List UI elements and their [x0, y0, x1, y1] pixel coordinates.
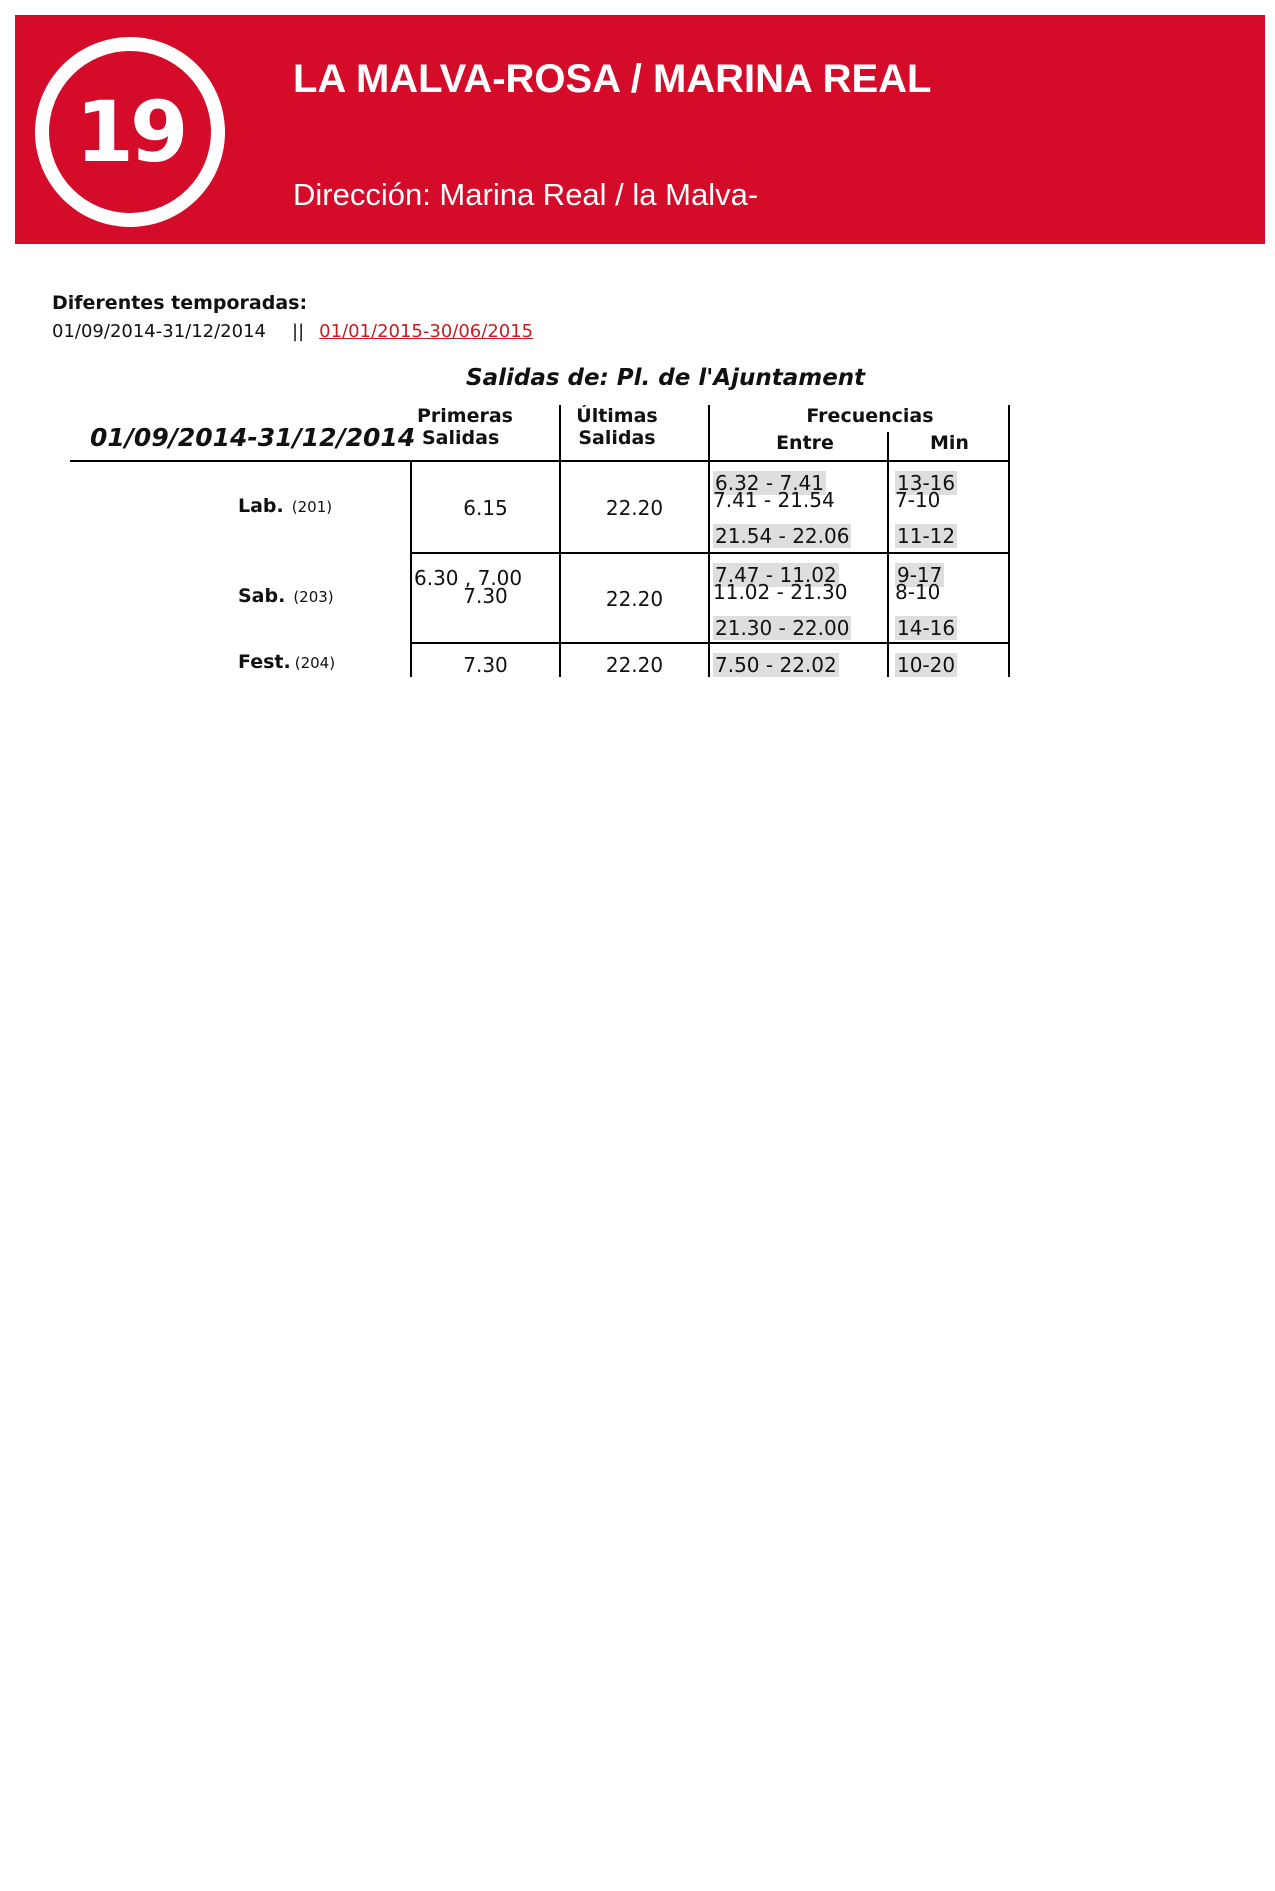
period-label: 01/09/2014-31/12/2014: [90, 423, 416, 452]
route-direction: Dirección: Marina Real / la Malva-: [293, 177, 759, 212]
interval: 7.50 - 22.02: [715, 653, 837, 677]
route-banner: [15, 15, 1265, 244]
season-link-2015[interactable]: 01/01/2015-30/06/2015: [319, 321, 534, 342]
line-number: 19: [75, 83, 185, 181]
line-number-badge: [35, 37, 225, 227]
frequency-min: 9-17: [897, 563, 943, 587]
first-departure: 7.30: [463, 653, 508, 677]
first-departure: 6.15: [463, 496, 508, 520]
frequency-min: 7-10: [895, 488, 941, 512]
frequency-min: 10-20: [897, 653, 956, 677]
last-departure: 22.20: [605, 587, 664, 611]
seasons-label: Diferentes temporadas:: [52, 292, 308, 314]
last-departure: 22.20: [605, 653, 664, 677]
seasons-row: [52, 321, 533, 342]
header-frequencies: Frecuencias: [806, 405, 934, 427]
departures-heading: Salidas de: Pl. de l'Ajuntament: [466, 365, 866, 391]
row-label-lab: Lab. (201): [238, 495, 333, 517]
last-departure: 22.20: [605, 496, 664, 520]
first-departure: 6.30 , 7.00: [414, 566, 523, 590]
route-title: LA MALVA-ROSA / MARINA REAL: [293, 57, 932, 101]
interval: 21.54 - 22.06: [715, 524, 850, 548]
interval: 7.41 - 21.54: [713, 488, 835, 512]
header-first-departures: Primeras Salidas: [417, 405, 513, 449]
header-min: Min: [930, 432, 969, 454]
frequency-min: 11-12: [897, 524, 956, 548]
frequency-min: 14-16: [897, 616, 956, 640]
interval: 6.32 - 7.41: [715, 471, 824, 495]
frequency-min: 8-10: [895, 580, 941, 604]
interval: 21.30 - 22.00: [715, 616, 850, 640]
interval: 7.47 - 11.02: [715, 563, 837, 587]
season-separator: ||: [292, 321, 305, 342]
row-label-fest: Fest. (204): [238, 651, 336, 673]
interval: 11.02 - 21.30: [713, 580, 848, 604]
first-departure: 7.30: [463, 584, 508, 608]
row-label-sab: Sab. (203): [238, 585, 334, 607]
frequency-min: 13-16: [897, 471, 956, 495]
schedule-table: [70, 405, 1020, 677]
season-current: 01/09/2014-31/12/2014: [52, 321, 266, 342]
header-between: Entre: [776, 432, 834, 454]
header-last-departures: Últimas Salidas: [576, 405, 658, 449]
